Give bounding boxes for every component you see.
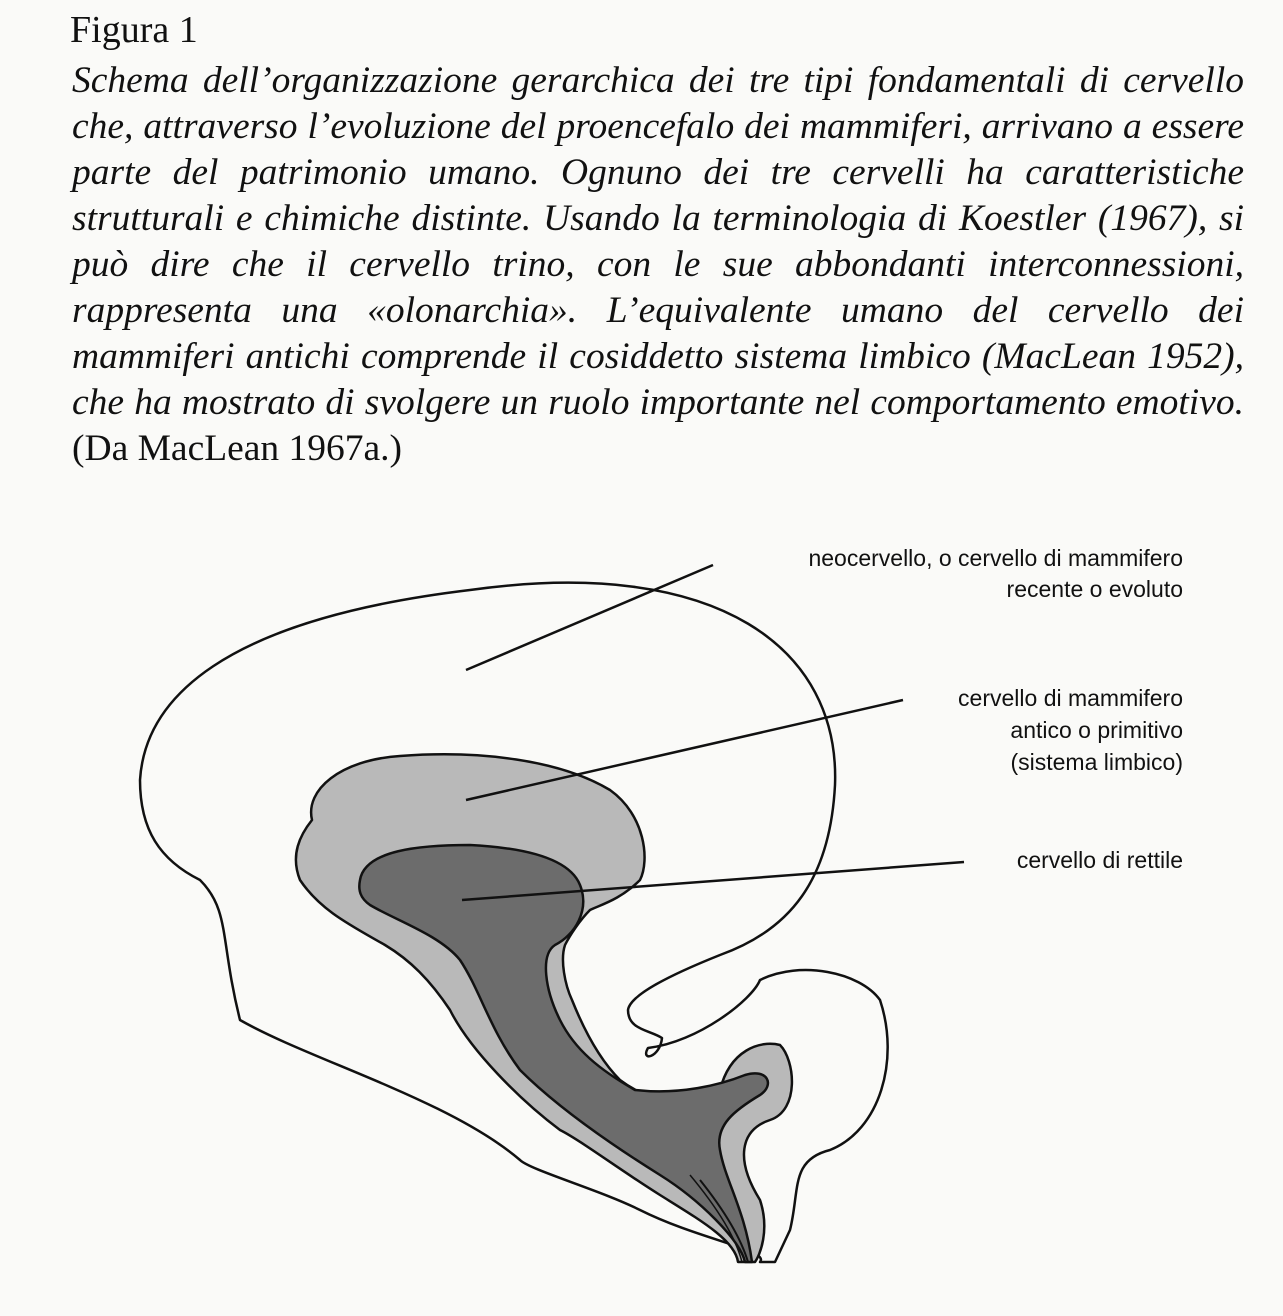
neocortex-label-line1: neocervello, o cervello di mammifero — [808, 545, 1183, 571]
caption-text: Schema dell’organizzazione gerarchica dei tre tipi fondamentali di cervello che, attraverso l’evoluzione del proencefalo dei mammiferi, arrivano a essere parte del patrimonio umano. Ognuno dei tre cervelli ha caratteristiche strutturali e chimiche distinte. Usando la terminologia di Koestler (1967), si può dire che il cervello trino, con le sue abbondanti interconnessioni, rappresenta una «olonarchia». L’equivalente umano del cervello dei mammiferi antichi comprende il cosiddetto sistema limbico (MacLean 1952), che ha mostrato di svolgere un ruolo importante nel comportamento emotivo. — [72, 60, 1244, 423]
reptilian-label: cervello di rettile — [1016, 847, 1183, 873]
caption-source: (Da MacLean 1967a.) — [72, 428, 403, 469]
figure-caption — [72, 58, 1244, 472]
limbic-label-line2: antico o primitivo — [1010, 717, 1183, 743]
limbic-label-line3: (sistema limbico) — [1010, 749, 1183, 775]
limbic-label-line1: cervello di mammifero — [958, 685, 1183, 711]
figure-label: Figura 1 — [70, 9, 198, 51]
neocortex-label-line2: recente o evoluto — [1006, 576, 1183, 602]
